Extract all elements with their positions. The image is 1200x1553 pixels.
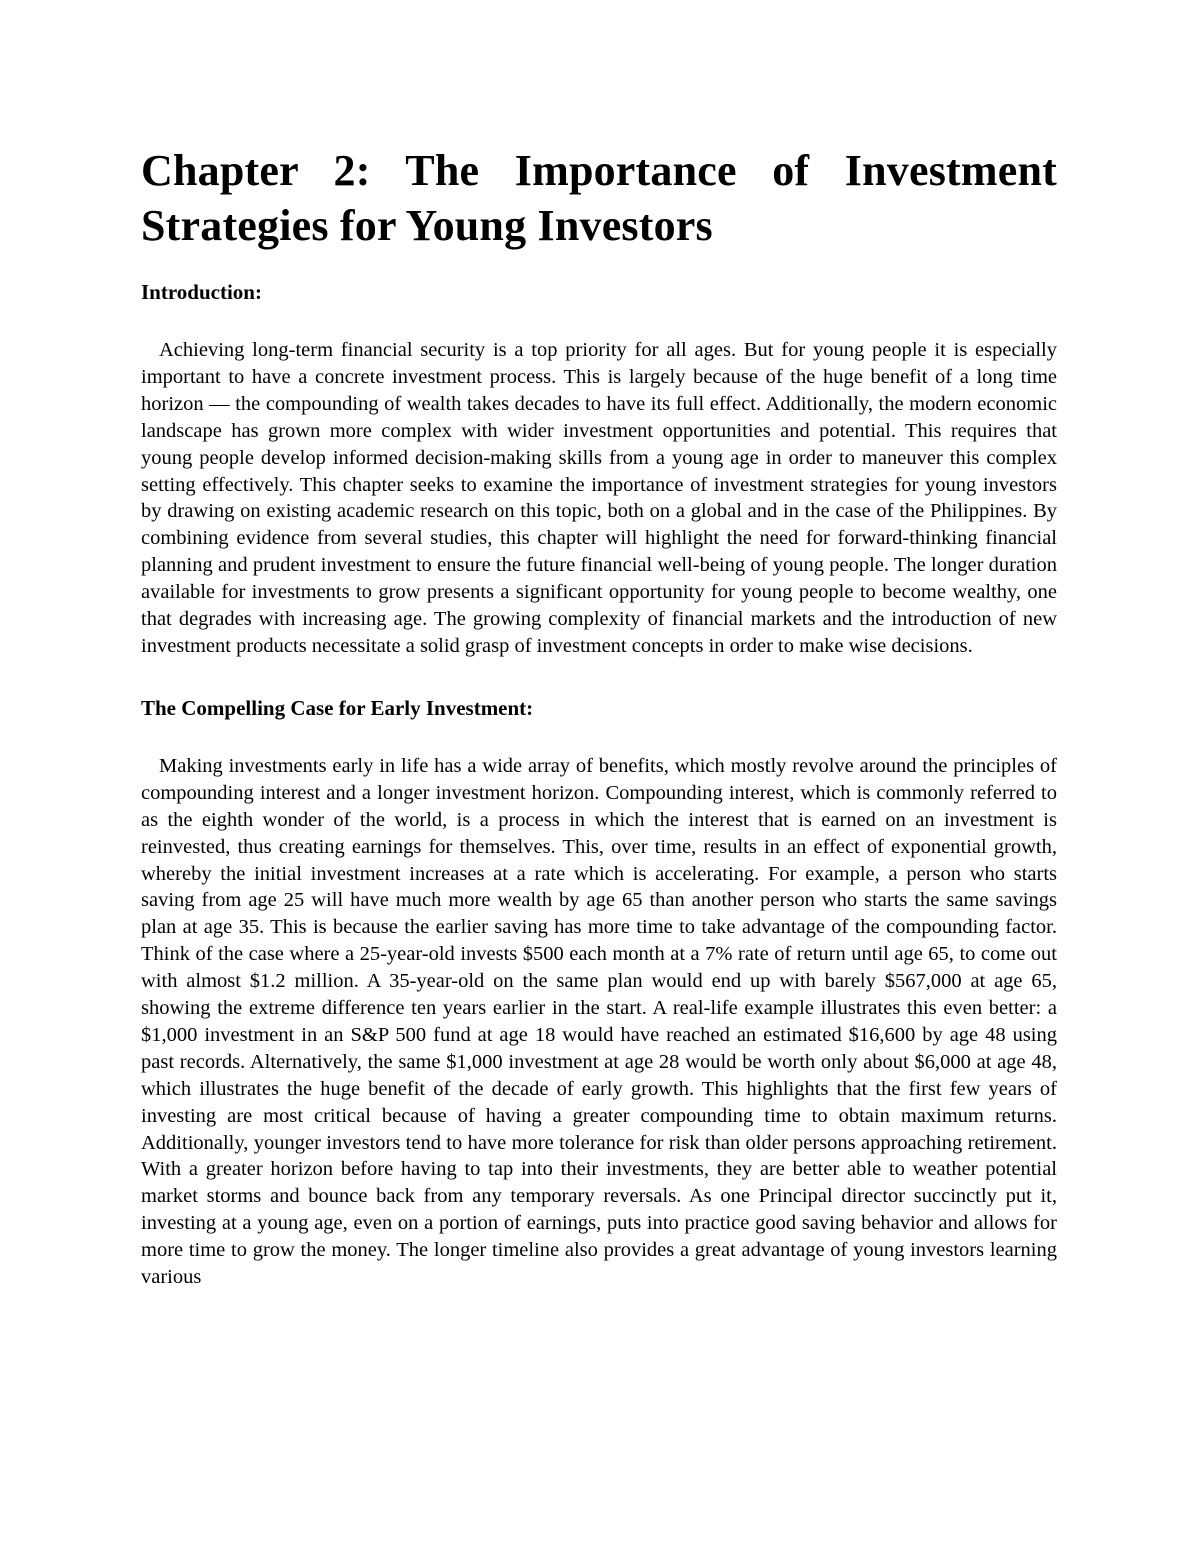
section-heading-introduction: Introduction: [141, 280, 262, 304]
early-investment-paragraph: Making investments early in life has a wide array of benefits, which mostly revolve around the principles of compounding interest and a longer investment horizon. Compounding interest, which is commonly referred to as the eighth wonder of the world, is a process in which the interest that is earned on an investment is reinvested, thus creating earnings for themselves. This, over time, results in an effect of exponential growth, whereby the initial investment increases at a rate which is accelerating. For example, a person who starts saving from age 25 will have much more wealth by age 65 than another person who starts the same savings plan at age 35. This is because the earlier saving has more time to take advantage of the compounding factor. Think of the case where a 25-year-old invests $500 each month at a 7% rate of return until age 65, to come out with almost $1.2 million. A 35-year-old on the same plan would end up with barely $567,000 at age 65, showing the extreme difference ten years earlier in the start. A real-life example illustrates this even better: a $1,000 investment in an S&P 500 fund at age 18 would have reached an estimated $16,600 by age 48 using past records. Alternatively, the same $1,000 investment at age 28 would be worth only about $6,000 at age 48, which illustrates the huge benefit of the decade of early growth. This highlights that the first few years of investing are most critical because of having a greater compounding time to obtain maximum returns. Additionally, younger investors tend to have more tolerance for risk than older persons approaching retirement. With a greater horizon before having to tap into their investments, they are better able to weather potential market storms and bounce back from any temporary reversals. As one Principal director succinctly put it, investing at a young age, even on a portion of earnings, puts into practice good saving behavior and allows for more time to grow the money. The longer timeline also provides a great advantage of young investors learning various [141, 754, 1057, 1289]
chapter-title: Chapter 2: The Importance of Investment Strategies for Young Investors [141, 146, 1057, 250]
introduction-paragraph: Achieving long-term financial security is a top priority for all ages. But for young people it is especially important to have a concrete investment process. This is largely because of the huge benefit of a long time horizon — the compounding of wealth takes decades to have its full effect. Additionally, the modern economic landscape has grown more complex with wider investment opportunities and potential. This requires that young people develop informed decision-making skills from a young age in order to maneuver this complex setting effectively. This chapter seeks to examine the importance of investment strategies for young investors by drawing on existing academic research on this topic, both on a global and in the case of the Philippines. By combining evidence from several studies, this chapter will highlight the need for forward-thinking financial planning and prudent investment to ensure the future financial well-being of young people. The longer duration available for investments to grow presents a significant opportunity for young people to become wealthy, one that degrades with increasing age. The growing complexity of financial markets and the introduction of new investment products necessitate a solid grasp of investment concepts in order to make wise decisions. [141, 339, 1057, 657]
section-heading-early-investment: The Compelling Case for Early Investment: [141, 695, 534, 720]
